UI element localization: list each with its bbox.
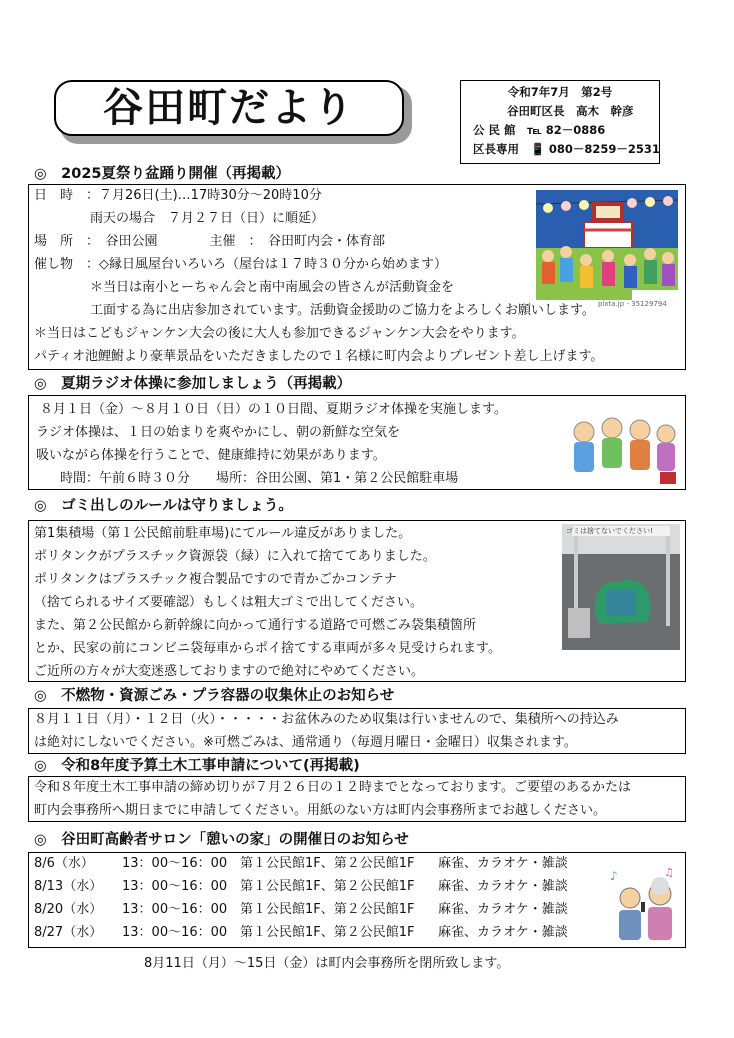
office-closure-note: 8月11日（月）～15日（金）は町内会事務所を閉所致します。 — [144, 956, 510, 971]
chief-name: 谷田町区長 高木 幹彦 — [507, 104, 634, 118]
festival-line: 催し物 ：◇縁日風屋台いろいろ（屋台は１７時３０分から始めます） — [34, 257, 447, 272]
festival-line: ＊当日は南小とーちゃん会と南中南風会の皆さんが活動資金を — [90, 280, 455, 295]
salon-place: 第１公民館1F、第２公民館1F — [240, 879, 415, 894]
salon-activity: 麻雀、カラオケ・雑談 — [438, 856, 568, 871]
closure-line: は絶対にしないでください。※可燃ごみは、通常通り（毎週月曜日・金曜日）収集されます。 — [34, 735, 577, 750]
festival-line: ＊当日はこどもジャンケン大会の後に大人も参加できるジャンケン大会をやります。 — [34, 326, 525, 341]
salon-place: 第１公民館1F、第２公民館1F — [240, 856, 415, 871]
festival-line: 工面する為に出店参加されています。活動資金援助のご協力をよろしくお願いします。 — [90, 303, 595, 318]
civil-line: 町内会事務所へ期日までに申請してください。用紙のない方は町内会事務所までお越しください。 — [34, 803, 607, 818]
civil-heading: ◎ 令和8年度予算土木工事申請について(再掲載) — [34, 758, 360, 774]
newsletter-title: 谷田町だより — [103, 85, 355, 131]
festival-heading: ◎ 2025夏祭り盆踊り開催（再掲載） — [34, 166, 291, 182]
garbage-line: （捨てられるサイズ要確認）もしくは粗大ゴミで出してください。 — [34, 595, 423, 610]
closure-line: ８月１１日（月）・１２日（火）・・・・・お盆休みのため収集は行いませんので、集積所への持込み — [34, 712, 619, 727]
garbage-line: ポリタンクはプラスチック複合製品ですので青かごかコンテナ — [34, 572, 397, 587]
salon-date: 8/6（水） — [34, 856, 94, 871]
salon-time: 13：00～16：00 — [122, 902, 228, 917]
radio-heading: ◎ 夏期ラジオ体操に参加しましょう（再掲載） — [34, 376, 352, 392]
festival-line: パティオ池鯉鮒より豪華景品をいただきましたので１名様に町内会よりプレゼント差し上げます。 — [34, 349, 604, 364]
salon-activity: 麻雀、カラオケ・雑談 — [438, 925, 568, 940]
salon-date: 8/27（水） — [34, 925, 103, 940]
svg-text:♫: ♫ — [664, 866, 674, 879]
issue-info-box — [460, 80, 660, 164]
salon-heading: ◎ 谷田町高齢者サロン「憩いの家」の開催日のお知らせ — [34, 832, 409, 848]
salon-activity: 麻雀、カラオケ・雑談 — [438, 902, 568, 917]
radio-line: 吸いながら体操を行うことで、健康維持に効果があります。 — [36, 448, 386, 463]
garbage-line: ポリタンクがプラスチック資源袋（緑）に入れて捨ててありました。 — [34, 549, 436, 564]
illustration-credit: pixta.jp - 35129794 — [598, 300, 667, 308]
hall-phone: 公 民 館 ℡ 82－0886 — [473, 123, 606, 137]
civil-line: 令和８年度土木工事申請の締め切りが７月２６日の１２時までとなっております。ご要望のあるかたは — [34, 780, 631, 795]
issue-number: 令和7年7月 第2号 — [507, 85, 613, 99]
salon-place: 第１公民館1F、第２公民館1F — [240, 925, 415, 940]
garbage-line: また、第２公民館から新幹線に向かって通行する道路で可燃ごみ袋集積箇所 — [34, 618, 477, 633]
salon-date: 8/13（水） — [34, 879, 103, 894]
karaoke-seniors-illustration — [608, 862, 682, 942]
svg-text:♪: ♪ — [610, 869, 618, 883]
radio-line: ８月１日（金）～８月１０日（日）の１０日間、夏期ラジオ体操を実施します。 — [40, 402, 507, 417]
garbage-line: 第1集積場（第１公民館前駐車場)にてルール違反がありました。 — [34, 526, 412, 541]
bon-dance-illustration — [536, 190, 678, 300]
salon-activity: 麻雀、カラオケ・雑談 — [438, 879, 568, 894]
radio-line: 時間：午前６時３０分 場所：谷田公園、第1・第２公民館駐車場 — [60, 471, 459, 486]
chief-mobile: 区長専用 📱 080－8259－2531 — [473, 142, 660, 156]
radio-line: ラジオ体操は、１日の始まりを爽やかにし、朝の新鮮な空気を — [36, 425, 401, 440]
salon-time: 13：00～16：00 — [122, 925, 228, 940]
garbage-line: とか、民家の前にコンビニ袋毎車からポイ捨てする車両が多々見受けられます。 — [34, 641, 501, 656]
salon-place: 第１公民館1F、第２公民館1F — [240, 902, 415, 917]
garbage-heading: ◎ ゴミ出しのルールは守りましょう。 — [34, 498, 293, 514]
garbage-photo — [562, 524, 680, 650]
festival-line: 雨天の場合 ７月２７日（日）に順延） — [90, 211, 325, 226]
garbage-line: ご近所の方々が大変迷惑しておりますので絶対にやめてください。 — [34, 664, 425, 679]
salon-time: 13：00～16：00 — [122, 879, 228, 894]
festival-line: 日 時 ：７月26日(土)…17時30分～20時10分 — [34, 188, 322, 203]
photo-sign-text: ゴミは捨てないでください! — [566, 527, 653, 535]
festival-line: 場 所 ： 谷田公園 主催 ： 谷田町内会・体育部 — [34, 234, 386, 249]
salon-date: 8/20（水） — [34, 902, 103, 917]
salon-time: 13：00～16：00 — [122, 856, 228, 871]
closure-heading: ◎ 不燃物・資源ごみ・プラ容器の収集休止のお知らせ — [34, 688, 395, 704]
radio-exercise-illustration — [566, 408, 680, 486]
